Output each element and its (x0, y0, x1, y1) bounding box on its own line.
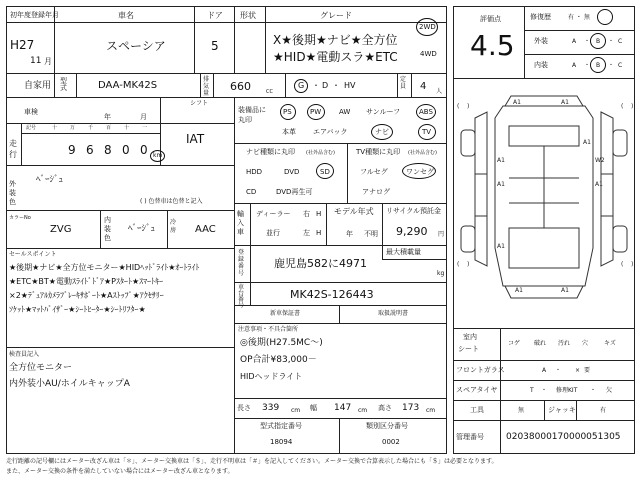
sales-line-2: ×2★ﾃﾞｭｱﾙｶﾒﾗﾌﾞﾚｰｷｻﾎﾟｰﾄ★Aｽﾄｯﾌﾟ★ｱｸｾｻﾘｰ (9, 291, 164, 300)
notes-line-0: ◎後期(H27.5MC～) (240, 338, 323, 348)
mgmt-label: 管理番号 (456, 433, 484, 441)
reg-month: 11 (30, 56, 42, 66)
side-paren-5: ) (467, 261, 470, 268)
reg-year-label: 初年度登録年月 (10, 11, 59, 19)
registration-label: 登録番号 (238, 249, 245, 277)
ext-c: C (618, 38, 623, 45)
interior-color-label: 内装色 (104, 216, 111, 242)
int-sep2: ・ (608, 62, 615, 69)
mark-4: W2 (595, 157, 605, 164)
navi-type-title: ナビ種類に丸印 (246, 148, 295, 156)
inspection-year: 年 (104, 113, 111, 121)
equip-navi: ナビ (375, 128, 389, 136)
equip-leather: 本革 (282, 128, 296, 136)
mileage-hdr-2: 万 (70, 125, 76, 131)
shift-value: IAT (186, 132, 205, 146)
notes-line-1: OP合計¥83,000－ (240, 355, 317, 365)
length-value: 339 (262, 403, 280, 413)
registration-value: 鹿児島582に4971 (274, 257, 367, 270)
width-label: 幅 (310, 404, 317, 412)
class-no-value: 0002 (382, 438, 400, 446)
grade-line2: ★HID★電動スラ★ETC (273, 50, 398, 64)
notes-line-2: HIDヘッドライト (240, 372, 303, 381)
type-no-label: 型式指定番号 (260, 422, 302, 430)
capacity-value: 4 (420, 81, 427, 92)
displacement-value: 660 (230, 80, 251, 93)
inspection-month: 月 (140, 113, 147, 121)
grade-line1: X★後期★ナビ★全方位 (273, 33, 398, 47)
mileage-digit-0: 9 (68, 143, 76, 157)
import-dealer: ディーラー (256, 210, 291, 218)
tools-value: 無 (518, 407, 525, 414)
score-value: 4.5 (470, 29, 515, 62)
interior-sheet-label-b: シート (458, 345, 479, 353)
drive-4wd: 4WD (420, 50, 437, 58)
mgmt-value: 02038000170000051305 (506, 432, 621, 442)
side-paren-1: ) (467, 103, 470, 110)
side-paren-3: ) (631, 103, 634, 110)
spare-kit: 修理KIT (556, 387, 578, 394)
int-sep1: ・ (584, 62, 591, 69)
inspector-line-1: 内外装小AU/ホイルキャップA (9, 379, 130, 389)
glass-x: × (575, 367, 581, 374)
inspection-label: 車検 (24, 108, 38, 116)
cc-unit: CC (266, 89, 273, 95)
side-paren-7: ) (631, 261, 634, 268)
inspector-title: 検査員記入 (9, 351, 40, 358)
length-label: 長さ (237, 404, 251, 412)
manual: 取扱説明書 (378, 310, 409, 317)
mark-2: A1 (497, 157, 505, 164)
equip-title-a: 装備品に (238, 106, 266, 114)
fuel-d: D (322, 81, 329, 90)
tv-analog: アナログ (362, 188, 390, 196)
tv-type-title: TV種類に丸印 (356, 148, 401, 156)
fuel-g: G (298, 81, 305, 90)
tv-fullseg: フルセグ (360, 168, 388, 176)
equip-abs: ABS (419, 108, 433, 116)
new-car-warranty: 新車保証書 (270, 310, 301, 317)
car-name: スペーシア (106, 39, 166, 53)
equip-aw: AW (339, 108, 351, 116)
max-load-label: 最大積載量 (386, 248, 421, 256)
color-no-value: ZVG (50, 224, 72, 235)
chassis-value: MK42S-126443 (290, 288, 374, 301)
ext-color-label: 外装色 (9, 180, 16, 206)
height-unit: cm (426, 407, 436, 414)
car-damage-diagram (453, 78, 635, 328)
capacity-unit: 人 (436, 88, 443, 95)
tv-type-note: (社外品含む) (408, 150, 437, 156)
mark-0: A1 (513, 99, 521, 106)
recycle-value: 9,290 (396, 225, 428, 238)
interior-item-3: 穴 (582, 340, 589, 347)
interior-item-4: キズ (604, 340, 616, 347)
navi-type-note: (社外品含む) (306, 150, 335, 156)
length-unit: cm (291, 407, 301, 414)
model-year-label: モデル年式 (334, 207, 374, 216)
capacity-label: 定員 (400, 76, 407, 90)
import-right: 右 (303, 210, 310, 218)
mileage-hdr-0: 記号 (26, 125, 37, 131)
navi-hdd: HDD (246, 168, 263, 176)
sales-line-3: ｿｹｯﾄ★ﾏｯﾄﾊﾞｲｻﾞｰ★ｼｰﾄﾋｰﾀｰ★ｼｰﾄﾘﾌﾀｰ★ (9, 305, 146, 314)
repair-options: 有 ・ 無 (568, 14, 590, 21)
interior-item-0: コゲ (508, 340, 521, 347)
mark-3: A1 (583, 139, 591, 146)
equip-tv: TV (422, 128, 432, 136)
side-paren-0: ( (457, 103, 460, 110)
mileage-unit: km (153, 152, 163, 159)
equip-airbag: エアバック (313, 128, 348, 136)
model-year-unit: 年 (346, 230, 353, 238)
equip-title-b: 丸印 (238, 116, 252, 124)
score-label: 評価点 (480, 15, 501, 23)
side-paren-2: ( (621, 103, 624, 110)
int-b: B (596, 62, 601, 69)
navi-dvd: DVD (284, 168, 300, 176)
fuel-hv: HV (344, 81, 356, 90)
import-parallel: 並行 (266, 229, 280, 237)
mileage-digit-3: 0 (122, 143, 130, 157)
sales-points-title: セールスポイント (9, 251, 57, 258)
tools-label: 工具 (470, 406, 484, 414)
footer-line2: また、メーター交換の条件を満たしていない場合にはメーター改ざん車となります。 (6, 468, 234, 475)
model-year-value: 不明 (364, 230, 378, 238)
glass-a: A (542, 367, 547, 374)
recycle-label: リサイクル預託金 (386, 207, 442, 215)
glass-sep: ・ (555, 367, 562, 374)
sales-line-0: ★後期★ナビ★全方位モニター★HIDﾍｯﾄﾞﾗｲﾄ★ｵｰﾄﾗｲﾄ (9, 263, 200, 272)
int-label: 内装 (534, 61, 548, 69)
shape-label: 形状 (240, 11, 256, 20)
displacement-label: 排気量 (203, 76, 210, 97)
tv-oneseg: ワンセグ (406, 168, 434, 176)
mark-5: A1 (497, 181, 505, 188)
height-value: 173 (402, 403, 420, 413)
ext-sep2: ・ (608, 38, 615, 45)
type-no-value: 18094 (270, 438, 293, 446)
jack-value: 有 (600, 407, 607, 414)
ext-label: 外装 (534, 37, 548, 45)
ac-value: AAC (195, 224, 216, 235)
shift-label: シフト (190, 100, 209, 107)
model-code: DAA-MK42S (98, 80, 158, 91)
mark-6: A1 (595, 181, 603, 188)
import-h-left: H (316, 229, 322, 237)
sales-line-1: ★ETC★BT★電動ｽﾗｲﾄﾞﾄﾞｱ★Pｽﾀｰﾄ★ｽﾏｰﾄｷｰ (9, 277, 164, 286)
ac-label: 冷房 (170, 219, 177, 234)
doors-label: ドア (207, 11, 223, 20)
glass-label: フロントガラス (456, 366, 505, 374)
fuel-sep1: ・ (312, 81, 320, 90)
spare-label: スペアタイヤ (456, 386, 498, 394)
interior-item-1: 破れ (534, 340, 547, 347)
equip-sunroof: サンルーフ (366, 108, 401, 116)
mark-8: A1 (515, 287, 523, 294)
mileage-digit-4: 0 (140, 143, 148, 157)
class-no-label: 類別区分番号 (366, 422, 408, 430)
mileage-digit-1: 6 (86, 143, 94, 157)
equip-pw: PW (310, 108, 322, 116)
drive-2wd: 2WD (419, 23, 436, 31)
doors-value: 5 (211, 39, 219, 53)
interior-color-value: ﾍﾞｰｼﾞｭ (128, 224, 156, 234)
side-paren-6: ( (621, 261, 624, 268)
mileage-digit-2: 8 (104, 143, 112, 157)
mileage-hdr-5: 十 (124, 125, 130, 131)
navi-sd: SD (320, 168, 330, 176)
spare-t: T (530, 387, 534, 394)
ext-sep1: ・ (584, 38, 591, 45)
mileage-hdr-4: 百 (106, 125, 112, 131)
import-left: 左 (303, 229, 310, 237)
footer-line1: 走行距離の記号欄にはメーター改ざん車は「＊」、メーター交換車は「＄」、走行不明車は「＃」を記入してください。メーター交換で合算表示した場合にも「＄」は必要となります。 (6, 458, 498, 465)
reg-month-unit: 月 (44, 57, 52, 66)
max-load-unit: kg (437, 270, 445, 277)
mileage-label-b: 行 (9, 150, 17, 159)
ext-color-note: ( ) 色替車は色替と記入 (140, 198, 203, 205)
mileage-label-a: 走 (9, 139, 17, 148)
mark-7: A1 (497, 243, 505, 250)
inspector-line-0: 全方位モニター (9, 363, 73, 373)
ext-b: B (596, 38, 601, 45)
import-h-right: H (316, 210, 322, 218)
int-a: A (572, 62, 577, 69)
type-label: 型式 (60, 77, 67, 92)
spare-sep2: ・ (590, 387, 597, 394)
height-label: 高さ (378, 404, 392, 412)
int-c: C (618, 62, 623, 69)
width-unit: cm (358, 407, 368, 414)
mark-1: A1 (561, 99, 569, 106)
chassis-label: 車台番号 (238, 284, 245, 309)
car-name-label: 車名 (118, 11, 134, 20)
ext-color-value: ﾍﾞｰｼﾞｭ (36, 175, 64, 185)
jack-label: ジャッキ (548, 406, 576, 414)
import-label: 輸入車 (237, 210, 244, 236)
interior-item-2: 汚れ (558, 340, 571, 347)
glass-ele: 要 (584, 367, 591, 374)
recycle-unit: 円 (438, 231, 445, 238)
mileage-hdr-1: 十 (52, 125, 58, 131)
mark-9: A1 (561, 287, 569, 294)
spare-none: 欠 (606, 387, 613, 394)
fuel-sep2: ・ (332, 81, 340, 90)
repair-label: 修復歴 (530, 13, 551, 21)
mileage-hdr-6: 一 (142, 125, 148, 131)
repair-circle (597, 9, 613, 25)
usage-label: 自家用 (24, 81, 52, 91)
equip-ps: PS (283, 108, 292, 116)
reg-era: H27 (10, 38, 35, 52)
navi-cd: CD (246, 188, 257, 196)
side-paren-4: ( (457, 261, 460, 268)
color-no-label: カラーNo (9, 215, 31, 221)
interior-sheet-label-a: 室内 (463, 333, 477, 341)
mileage-hdr-3: 千 (88, 125, 94, 131)
width-value: 147 (334, 403, 352, 413)
ext-a: A (572, 38, 577, 45)
spare-sep1: ・ (541, 387, 548, 394)
notes-title: 注意事項・不具合箇所 (238, 326, 299, 333)
grade-label: グレード (320, 11, 352, 20)
navi-dvd-play: DVD再生可 (276, 188, 313, 196)
